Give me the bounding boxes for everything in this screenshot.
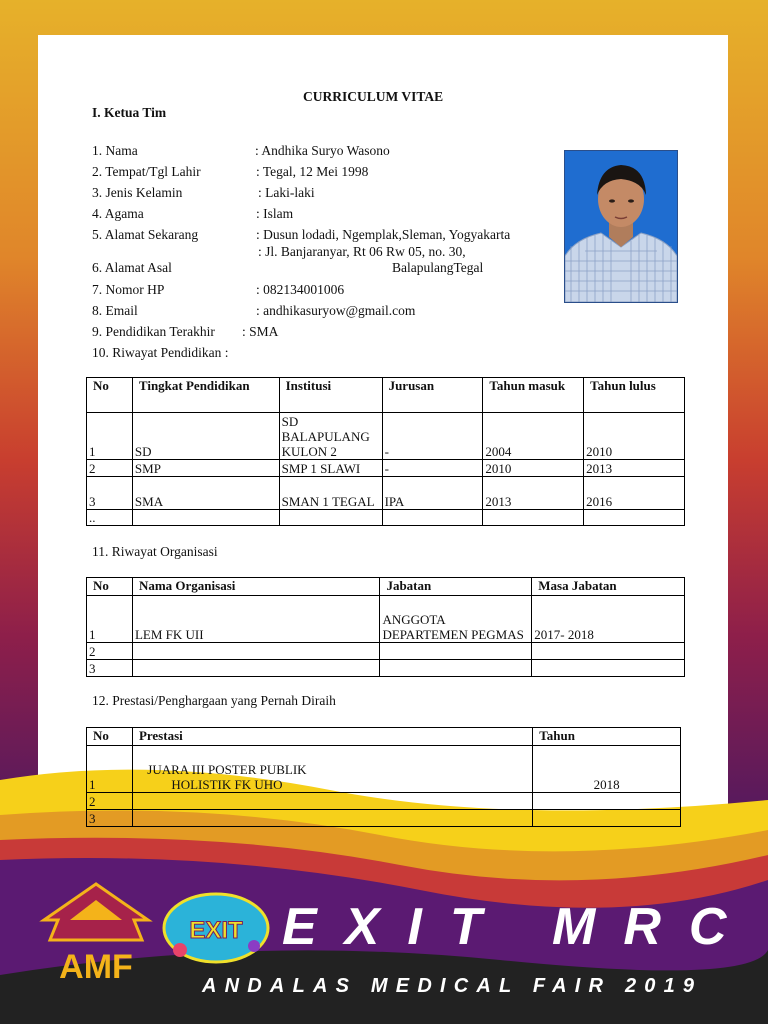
table-cell bbox=[279, 510, 382, 526]
field-label-name: 1. Nama bbox=[92, 143, 138, 158]
col-header: Tahun masuk bbox=[483, 378, 584, 413]
table-cell bbox=[132, 746, 532, 793]
education-history-heading: 10. Riwayat Pendidikan : bbox=[92, 345, 229, 360]
portrait-photo bbox=[564, 150, 678, 303]
table-cell bbox=[533, 793, 681, 810]
table-cell: 2 bbox=[87, 793, 133, 810]
table-cell: 2018 bbox=[533, 746, 681, 793]
table-cell: SMP 1 SLAWI bbox=[279, 460, 382, 477]
table-cell: 3 bbox=[87, 810, 133, 827]
table-cell: 2017- 2018 bbox=[532, 596, 685, 643]
table-cell bbox=[584, 510, 685, 526]
education-header-row bbox=[87, 378, 685, 413]
table-cell: SD BALAPULANG KULON 2 bbox=[279, 413, 382, 460]
field-label-religion: 4. Agama bbox=[92, 206, 144, 221]
table-cell bbox=[382, 510, 483, 526]
table-cell bbox=[132, 810, 532, 827]
table-cell: 2010 bbox=[584, 413, 685, 460]
table-cell: IPA bbox=[382, 477, 483, 510]
col-header: Jurusan bbox=[382, 378, 483, 413]
table-cell bbox=[132, 510, 279, 526]
table-cell: .. bbox=[87, 510, 133, 526]
col-header: Institusi bbox=[279, 378, 382, 413]
amf-logo-shape bbox=[36, 880, 156, 990]
achievements-header-row bbox=[87, 728, 681, 746]
table-row bbox=[87, 413, 685, 460]
table-cell: - bbox=[382, 460, 483, 477]
field-label-origin-address: 6. Alamat Asal bbox=[92, 260, 172, 275]
field-value-education: : SMA bbox=[242, 324, 279, 339]
table-cell: 3 bbox=[87, 477, 133, 510]
table-row bbox=[87, 660, 685, 677]
col-header: No bbox=[87, 378, 133, 413]
table-cell: 2 bbox=[87, 643, 133, 660]
document-title: CURRICULUM VITAE bbox=[303, 89, 444, 104]
table-cell: 2016 bbox=[584, 477, 685, 510]
table-row bbox=[87, 643, 685, 660]
table-cell bbox=[132, 660, 380, 677]
field-label-gender: 3. Jenis Kelamin bbox=[92, 185, 183, 200]
table-cell bbox=[380, 643, 532, 660]
col-header: Tingkat Pendidikan bbox=[132, 378, 279, 413]
table-row bbox=[87, 793, 681, 810]
table-cell bbox=[533, 810, 681, 827]
col-header: Tahun lulus bbox=[584, 378, 685, 413]
table-row bbox=[87, 810, 681, 827]
table-cell bbox=[380, 660, 532, 677]
field-value-birth: : Tegal, 12 Mei 1998 bbox=[256, 164, 369, 179]
table-cell: ANGGOTA DEPARTEMEN PEGMAS bbox=[380, 596, 532, 643]
table-row bbox=[87, 477, 685, 510]
table-cell bbox=[532, 643, 685, 660]
field-value-phone: : 082134001006 bbox=[256, 282, 345, 297]
field-value-name: : Andhika Suryo Wasono bbox=[255, 143, 390, 158]
table-cell: SMA bbox=[132, 477, 279, 510]
organization-heading: 11. Riwayat Organisasi bbox=[92, 544, 218, 559]
achievements-table bbox=[86, 727, 681, 827]
table-cell bbox=[532, 660, 685, 677]
table-cell: SMP bbox=[132, 460, 279, 477]
amf-logo-text: AMF bbox=[59, 948, 133, 986]
banner-title: EXIT MRC bbox=[282, 898, 755, 956]
table-cell: 2004 bbox=[483, 413, 584, 460]
table-cell: LEM FK UII bbox=[132, 596, 380, 643]
table-cell: 3 bbox=[87, 660, 133, 677]
field-value-religion: : Islam bbox=[256, 206, 294, 221]
table-cell bbox=[132, 793, 532, 810]
section-heading: I. Ketua Tim bbox=[92, 105, 167, 120]
table-row bbox=[87, 510, 685, 526]
table-cell: 2 bbox=[87, 460, 133, 477]
field-value-email: : andhikasuryow@gmail.com bbox=[256, 303, 416, 318]
field-label-email: 8. Email bbox=[92, 303, 138, 318]
field-label-phone: 7. Nomor HP bbox=[92, 282, 165, 297]
table-cell: 2013 bbox=[483, 477, 584, 510]
organization-header-row bbox=[87, 578, 685, 596]
col-header: Nama Organisasi bbox=[132, 578, 380, 596]
exit-badge-shape bbox=[160, 888, 272, 968]
table-cell: 2010 bbox=[483, 460, 584, 477]
portrait-illustration bbox=[565, 151, 677, 302]
achievement-text: JUARA III POSTER PUBLIK HOLISTIK FK UHO bbox=[147, 762, 307, 792]
amf-logo-icon bbox=[36, 880, 156, 990]
field-value-origin-address-line1: : Jl. Banjaranyar, Rt 06 Rw 05, no. 30, bbox=[258, 244, 466, 259]
table-cell: 1 bbox=[87, 746, 133, 793]
table-row bbox=[87, 746, 681, 793]
col-header: Tahun bbox=[533, 728, 681, 746]
education-table bbox=[86, 377, 685, 526]
col-header: Jabatan bbox=[380, 578, 532, 596]
exit-badge-text: EXIT bbox=[189, 917, 243, 944]
table-cell: SMAN 1 TEGAL bbox=[279, 477, 382, 510]
field-label-education: 9. Pendidikan Terakhir bbox=[92, 324, 215, 339]
field-value-origin-address-line2: BalapulangTegal bbox=[392, 260, 484, 275]
table-cell bbox=[132, 643, 380, 660]
achievements-heading: 12. Prestasi/Penghargaan yang Pernah Diraih bbox=[92, 693, 336, 708]
field-value-gender: : Laki-laki bbox=[258, 185, 315, 200]
organization-table bbox=[86, 577, 685, 677]
table-cell: - bbox=[382, 413, 483, 460]
table-row bbox=[87, 596, 685, 643]
col-header: Prestasi bbox=[132, 728, 532, 746]
table-cell: SD bbox=[132, 413, 279, 460]
table-cell: 2013 bbox=[584, 460, 685, 477]
exit-badge-icon bbox=[160, 888, 272, 968]
banner-subtitle: ANDALAS MEDICAL FAIR 2019 bbox=[202, 975, 703, 997]
field-label-birth: 2. Tempat/Tgl Lahir bbox=[92, 164, 201, 179]
col-header: No bbox=[87, 578, 133, 596]
table-cell: 1 bbox=[87, 413, 133, 460]
field-label-current-address: 5. Alamat Sekarang bbox=[92, 227, 199, 242]
col-header: No bbox=[87, 728, 133, 746]
table-cell: 1 bbox=[87, 596, 133, 643]
table-cell bbox=[483, 510, 584, 526]
table-row bbox=[87, 460, 685, 477]
field-value-current-address: : Dusun lodadi, Ngemplak,Sleman, Yogyakarta bbox=[256, 227, 511, 242]
col-header: Masa Jabatan bbox=[532, 578, 685, 596]
